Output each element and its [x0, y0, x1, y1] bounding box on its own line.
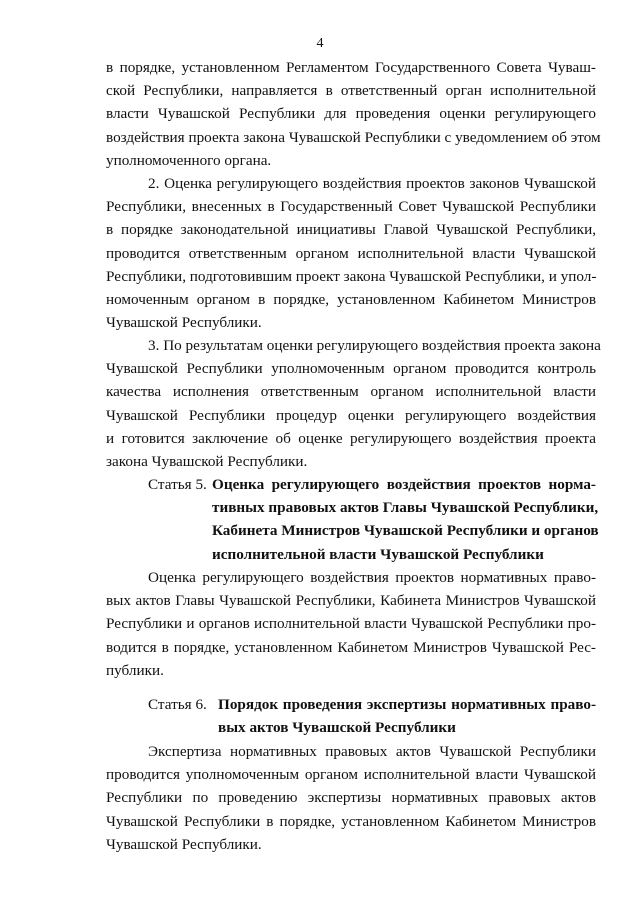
title-line: Оценка регулирующего воздействия проектов норма- [212, 476, 596, 493]
text-line: власти Чувашской Республики для проведения оценки регулирующего [106, 105, 596, 123]
text-line: воздействия проекта закона Чувашской Республики с уведомлением об этом [106, 128, 601, 146]
article-6-body [106, 740, 596, 856]
text-line: Чувашской Республики. [106, 835, 262, 853]
text-line: Республики, подготовившим проект закона Чувашской Республики, и упол- [106, 267, 597, 285]
paragraph-3 [106, 334, 601, 473]
title-line: Кабинета Министров Чувашской Республики и органов [212, 522, 599, 540]
text-line: ской Республики, направляется в ответственный орган исполнительной [106, 82, 596, 100]
text-line: закона Чувашской Республики. [106, 452, 308, 470]
article-5-body [106, 566, 596, 682]
text-line: уполномоченного органа. [106, 151, 272, 169]
article-5-title [212, 473, 599, 566]
text-line: Республики и органов исполнительной власти Чувашской Республики про- [106, 615, 596, 633]
text-line: публики. [106, 661, 164, 679]
text-line: качества исполнения ответственным органом исполнительной власти [106, 383, 596, 401]
text-line: проводится уполномоченным органом исполнительной власти Чувашской [106, 766, 596, 784]
page-number: 4 [316, 36, 324, 51]
text-line: в порядке, установленном Регламентом Государственного Совета Чуваш- [106, 59, 596, 76]
article-5-label: Статья 5. [148, 476, 207, 493]
paragraph-2 [106, 172, 596, 334]
article-6-label: Статья 6. [148, 696, 207, 713]
title-line: исполнительной власти Чувашской Республики [212, 545, 544, 563]
text-line: 2. Оценка регулирующего воздействия проектов законов Чувашской [148, 175, 596, 192]
text-line: в порядке законодательной инициативы Главой Чувашской Республики, [106, 221, 596, 239]
title-line: Порядок проведения экспертизы нормативных право- [218, 696, 596, 713]
text-line: и готовится заключение об оценке регулирующего воздействия проекта [106, 429, 596, 447]
text-line: номоченным органом в порядке, установленном Кабинетом Министров [106, 290, 596, 308]
text-line: Чувашской Республики процедур оценки регулирующего воздействия [106, 406, 596, 424]
text-line: вых актов Главы Чувашской Республики, Кабинета Министров Чувашской [106, 592, 596, 610]
continuation-paragraph [106, 56, 601, 172]
text-line: Оценка регулирующего воздействия проектов нормативных право- [148, 569, 596, 586]
title-line: вых актов Чувашской Республики [218, 719, 456, 737]
text-line: Чувашской Республики в порядке, установленном Кабинетом Министров [106, 812, 596, 830]
text-line: Чувашской Республики. [106, 314, 262, 332]
text-line: проводится ответственным органом исполнительной власти Чувашской [106, 244, 596, 262]
text-line: Чувашской Республики уполномоченным органом проводится контроль [106, 360, 596, 378]
text-line: 3. По результатам оценки регулирующего воздействия проекта закона [148, 337, 601, 354]
text-line: водится в порядке, установленном Кабинетом Министров Чувашской Рес- [106, 638, 596, 656]
text-line: Экспертиза нормативных правовых актов Чувашской Республики [148, 743, 596, 760]
text-line: Республики, внесенных в Государственный Совет Чувашской Республики [106, 198, 596, 216]
article-6-title [218, 693, 596, 739]
text-line: Республики по проведению экспертизы нормативных правовых актов [106, 789, 596, 807]
title-line: тивных правовых актов Главы Чувашской Республики, [212, 499, 599, 517]
